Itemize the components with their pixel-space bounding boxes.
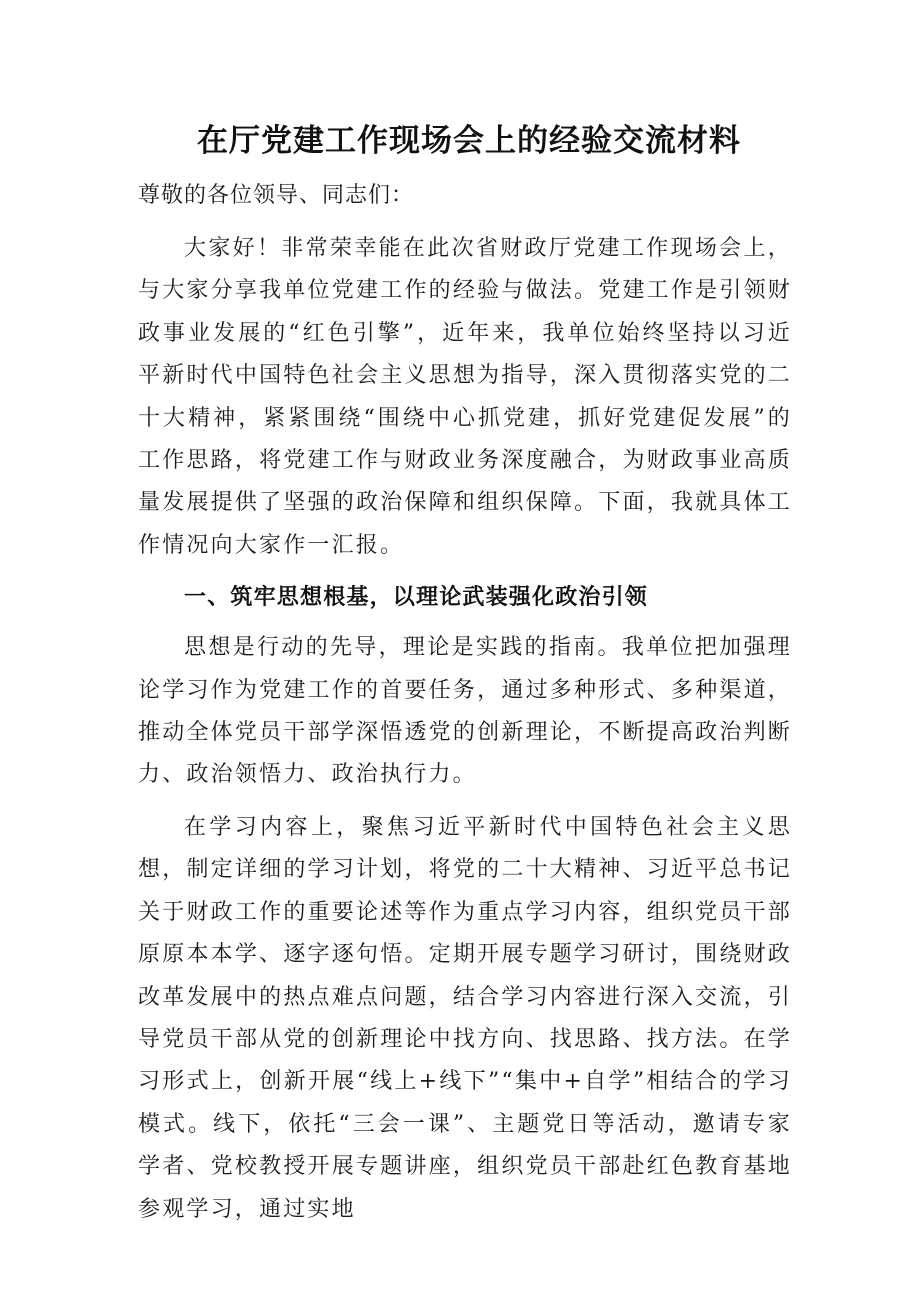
section-heading-1: 一、筑牢思想根基，以理论武装强化政治引领 [184, 585, 649, 611]
paragraph-study-content: 在学习内容上，聚焦习近平新时代中国特色社会主义思想，制定详细的学习计划，将党的二十大精神、习近平总书记关于财政工作的重要论述等作为重点学习内容，组织党员干部原原本本学、逐字逐句悟。定期开展专题学习研讨，围绕财政改革发展中的热点难点问题，结合学习内容进行深入交流，引导党员干部从党的创新理论中找方向、找思路、找方法。在学习形式上，创新开展“线上+线下”“集中+自学”相结合的学习模式。线下，依托“三会一课”、主题党日等活动，邀请专家学者、党校教授开展专题讲座，组织党员干部赴红色教育基地参观学习，通过实地 [138, 814, 792, 1222]
paragraph-theory: 思想是行动的先导，理论是实践的指南。我单位把加强理论学习作为党建工作的首要任务，通过多种形式、多种渠道，推动全体党员干部学深悟透党的创新理论，不断提高政治判断力、政治领悟力、政治执行力。 [138, 635, 792, 788]
paragraph-intro: 大家好！非常荣幸能在此次省财政厅党建工作现场会上，与大家分享我单位党建工作的经验与做法。党建工作是引领财政事业发展的“红色引擎”，近年来，我单位始终坚持以习近平新时代中国特色社会主义思想为指导，深入贯彻落实党的二十大精神，紧紧围绕“围绕中心抓党建，抓好党建促发展”的工作思路，将党建工作与财政业务深度融合，为财政事业高质量发展提供了坚强的政治保障和组织保障。下面，我就具体工作情况向大家作一汇报。 [138, 236, 792, 558]
salutation: 尊敬的各位领导、同志们： [138, 183, 415, 208]
document-title: 在厅党建工作现场会上的经验交流材料 [197, 123, 741, 159]
